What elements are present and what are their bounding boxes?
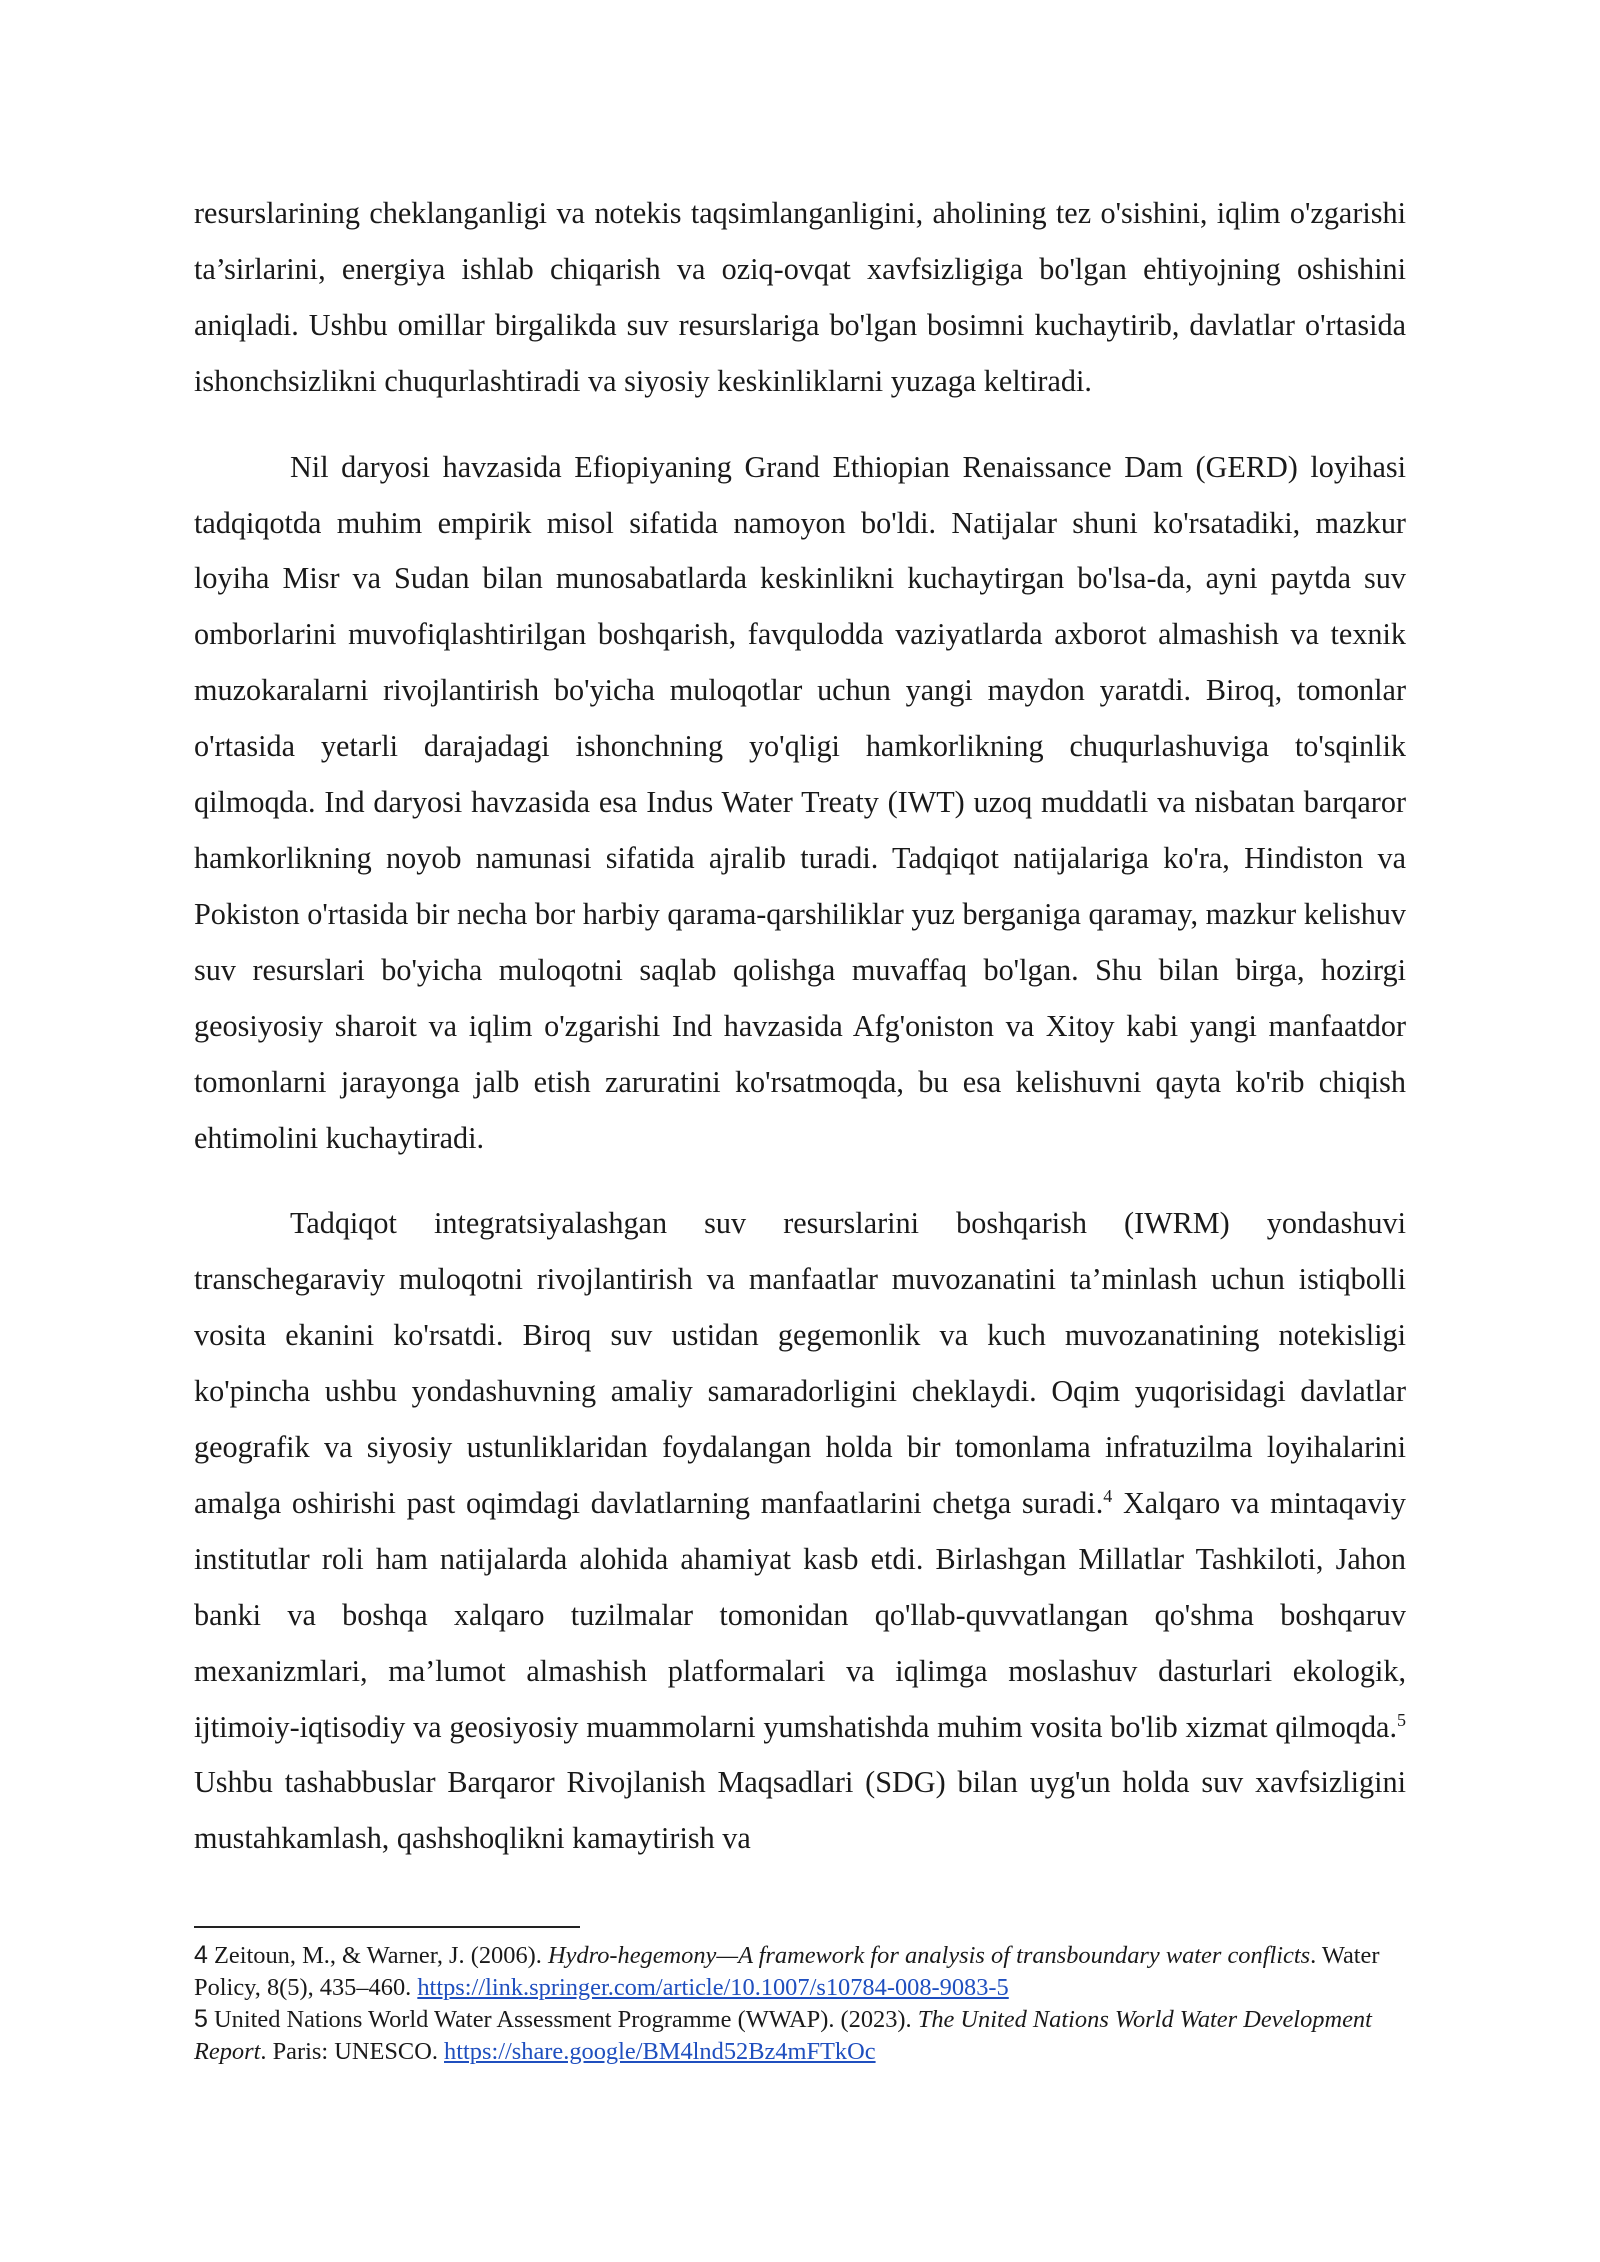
footnote-title: Hydro-hegemony—A framework for analysis of transboundary water conflicts <box>547 1942 1311 1969</box>
footnote-link[interactable]: https://link.springer.com/article/10.1007/s10784-008-9083-5 <box>417 1973 1009 2001</box>
paragraph-continuation: resurslarining cheklanganligi va notekis taqsimlanganligini, aholining tez o'sishini, iqlim o'zgarishi ta’sirlarini, energiya ishlab chiqarish va oziq-ovqat xavfsizligiga bo'lgan ehtiyojning oshishini aniqladi. Ushbu omillar birgalikda suv resurslariga bo'lgan bosimni kuchaytirib, davlatlar o'rtasida ishonchsizlikni chuqurlashtiradi va siyosiy keskinliklarni yuzaga keltiradi. <box>194 196 1406 398</box>
paragraph-nile-indus: Nil daryosi havzasida Efiopiyaning Grand Ethiopian Renaissance Dam (GERD) loyihasi tadqiqotda muhim empirik misol sifatida namoyon bo'ldi. Natijalar shuni ko'rsatadiki, mazkur loyiha Misr va Sudan bilan munosabatlarda keskinlikni kuchaytirgan bo'lsa-da, ayni paytda suv omborlarini muvofiqlashtirilgan boshqarish, favqulodda vaziyatlarda axborot almashish va texnik muzokaralarni rivojlantirish bo'yicha muloqotlar uchun yangi maydon yaratdi. Biroq, tomonlar o'rtasida yetarli darajadagi ishonchning yo'qligi hamkorlikning chuqurlashuviga to'sqinlik qilmoqda. Ind daryosi havzasida esa Indus Water Treaty (IWT) uzoq muddatli va nisbatan barqaror hamkorlikning noyob namunasi sifatida ajralib turadi. Tadqiqot natijalariga ko'ra, Hindiston va Pokiston o'rtasida bir necha bor harbiy qarama-qarshiliklar yuz berganiga qaramay, mazkur kelishuv suv resurslari bo'yicha muloqotni saqlab qolishga muvaffaq bo'lgan. Shu bilan birga, hozirgi geosiyosiy sharoit va iqlim o'zgarishi Ind havzasida Afg'oniston va Xitoy kabi yangi manfaatdor tomonlarni jarayonga jalb etish zaruratini ko'rsatmoqda, bu esa kelishuvni qayta ko'rib chiqish ehtimolini kuchaytiradi. <box>194 449 1406 1155</box>
footnote-number: 5 <box>194 2005 208 2033</box>
paragraph-iwrm-part-1: Tadqiqot integratsiyalashgan suv resurslarini boshqarish (IWRM) yondashuvi transchegaraviy muloqotni rivojlantirish va manfaatlar muvozanatini ta’minlash uchun istiqbolli vosita ekanini ko'rsatdi. Biroq suv ustidan gegemonlik va kuch muvozanatining notekisligi ko'pincha ushbu yondashuvning amaliy samaradorligini cheklaydi. Oqim yuqorisidagi davlatlar geografik va siyosiy ustunliklaridan foydalangan holda bir tomonlama infratuzilma loyihalarini amalga oshirishi past oqimdagi davlatlarning manfaatlarini chetga suradi. <box>194 1206 1406 1520</box>
footnote-separator <box>194 1926 580 1928</box>
footnote-ref-5[interactable]: 5 <box>1397 1709 1406 1730</box>
footnotes <box>194 1940 1406 2067</box>
footnote-link[interactable]: https://share.google/BM4lnd52Bz4mFTkOc <box>444 2037 876 2065</box>
paragraph-iwrm-part-3: Ushbu tashabbuslar Barqaror Rivojlanish Maqsadlari (SDG) bilan uyg'un holda suv xavfsizligini mustahkamlash, qashshoqlikni kamaytirish va <box>194 1765 1406 1856</box>
footnote-4 <box>194 1940 1406 2003</box>
paragraph-iwrm <box>194 1196 1406 1867</box>
page-body <box>194 186 1406 1867</box>
footnote-5 <box>194 2004 1406 2067</box>
footnote-number: 4 <box>194 1941 208 1969</box>
footnote-title: The United Nations World Water Development Report <box>194 2006 1372 2065</box>
footnote-source: . Paris: UNESCO. <box>260 2037 445 2065</box>
footnote-source: . Water Policy, 8(5), 435–460. <box>194 1942 1380 2001</box>
paragraph-iwrm-part-2: Xalqaro va mintaqaviy institutlar roli ham natijalarda alohida ahamiyat kasb etdi. Birlashgan Millatlar Tashkiloti, Jahon banki va boshqa xalqaro tuzilmalar tomonidan qo'llab-quvvatlangan qo'shma boshqaruv mexanizmlari, ma’lumot almashish platformalari va iqlimga moslashuv dasturlari ekologik, ijtimoiy-iqtisodiy va geosiyosiy muammolarni yumshatishda muhim vosita bo'lib xizmat qilmoqda. <box>194 1485 1406 1744</box>
footnote-authors: Zeitoun, M., & Warner, J. (2006). <box>207 1942 548 1969</box>
footnote-authors: United Nations World Water Assessment Programme (WWAP). (2023). <box>207 2006 918 2033</box>
footnote-ref-4[interactable]: 4 <box>1103 1485 1113 1506</box>
